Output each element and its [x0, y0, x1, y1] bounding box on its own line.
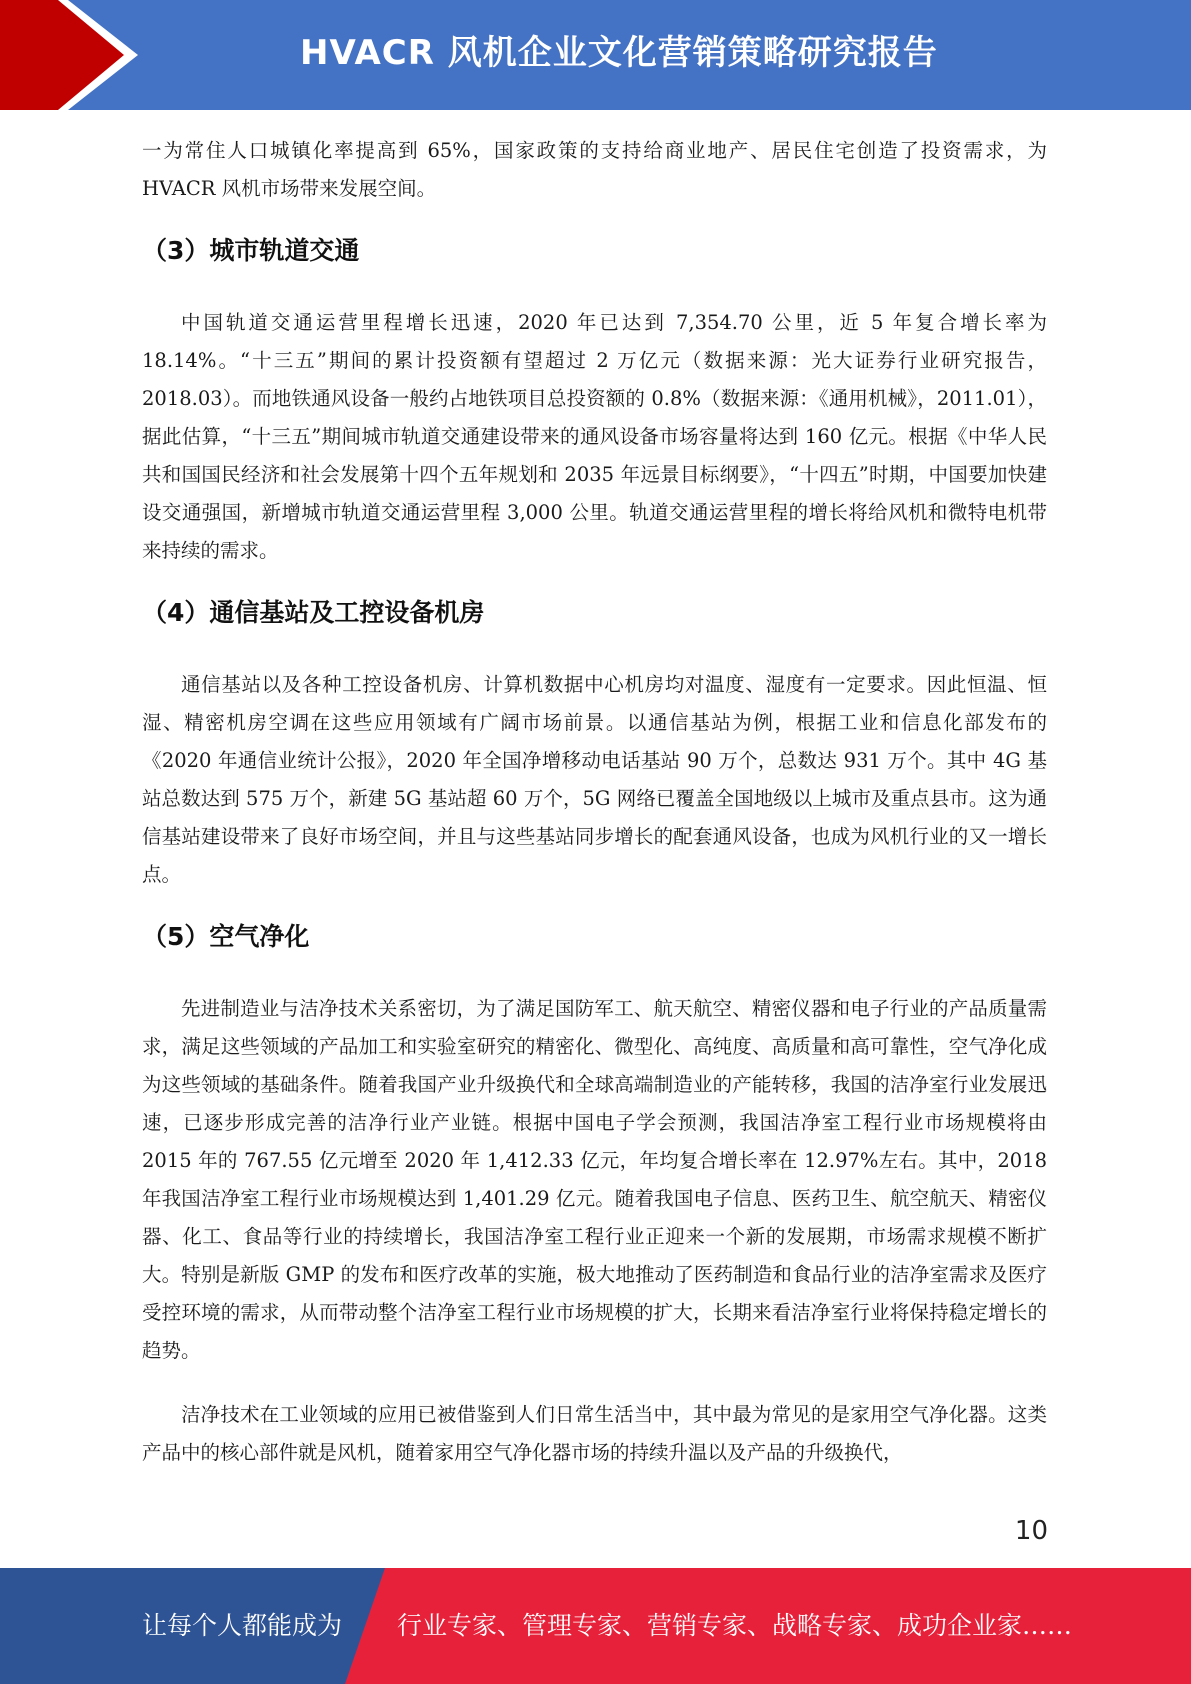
- page-content: [142, 132, 1047, 1472]
- header-arrow-decoration: [0, 0, 160, 110]
- paragraph-intro: 一为常住人口城镇化率提高到 65%，国家政策的支持给商业地产、居民住宅创造了投资需求，为 HVACR 风机市场带来发展空间。: [142, 139, 1047, 200]
- footer-slogan-left: 让每个人都能成为: [142, 1611, 343, 1640]
- section-heading-rail-transit: （3）城市轨道交通: [142, 236, 360, 265]
- section-heading-telecom-base-stations: （4）通信基站及工控设备机房: [142, 598, 485, 627]
- paragraph-air-purification-1: 先进制造业与洁净技术关系密切，为了满足国防军工、航天航空、精密仪器和电子行业的产品质量需求，满足这些领域的产品加工和实验室研究的精密化、微型化、高纯度、高质量和高可靠性，空气净化成为这些领域的基础条件。随着我国产业升级换代和全球高端制造业的产能转移，我国的洁净室行业发展迅速，已逐步形成完善的洁净行业产业链。根据中国电子学会预测，我国洁净室工程行业市场规模将由 2015 年的 767.55 亿元增至 2020 年 1,412.33 亿元，年均复合增长率在 12.97%左右。其中，2018 年我国洁净室工程行业市场规模达到 1,401.29 亿元。随着我国电子信息、医药卫生、航空航天、精密仪器、化工、食品等行业的持续增长，我国洁净室工程行业正迎来一个新的发展期，市场需求规模不断扩大。特别是新版 GMP 的发布和医疗改革的实施，极大地推动了医药制造和食品行业的洁净室需求及医疗受控环境的需求，从而带动整个洁净室工程行业市场规模的扩大，长期来看洁净室行业将保持稳定增长的趋势。: [142, 997, 1047, 1362]
- header-title: HVACR 风机企业文化营销策略研究报告: [300, 33, 938, 73]
- paragraph-rail-transit: 中国轨道交通运营里程增长迅速，2020 年已达到 7,354.70 公里，近 5 年复合增长率为 18.14%。“十三五”期间的累计投资额有望超过 2 万亿元（数据来源：光大证券行业研究报告，2018.03）。而地铁通风设备一般约占地铁项目总投资额的 0.8%（数据来源：《通用机械》，2011.01），据此估算，“十三五”期间城市轨道交通建设带来的通风设备市场容量将达到 160 亿元。根据《中华人民共和国国民经济和社会发展第十四个五年规划和 2035 年远景目标纲要》，“十四五”时期，中国要加快建设交通强国，新增城市轨道交通运营里程 3,000 公里。轨道交通运营里程的增长将给风机和微特电机带来持续的需求。: [142, 311, 1047, 562]
- paragraph-telecom-base-stations: 通信基站以及各种工控设备机房、计算机数据中心机房均对温度、湿度有一定要求。因此恒温、恒湿、精密机房空调在这些应用领域有广阔市场前景。以通信基站为例，根据工业和信息化部发布的《2020 年通信业统计公报》，2020 年全国净增移动电话基站 90 万个，总数达 931 万个。其中 4G 基站总数达到 575 万个，新建 5G 基站超 60 万个，5G 网络已覆盖全国地级以上城市及重点县市。这为通信基站建设带来了良好市场空间，并且与这些基站同步增长的配套通风设备，也成为风机行业的又一增长点。: [142, 673, 1047, 886]
- section-heading-air-purification: （5）空气净化: [142, 922, 310, 951]
- page-number: 10: [1014, 1516, 1048, 1546]
- paragraph-air-purification-2: 洁净技术在工业领域的应用已被借鉴到人们日常生活当中，其中最为常见的是家用空气净化器。这类产品中的核心部件就是风机，随着家用空气净化器市场的持续升温以及产品的升级换代，: [142, 1403, 1047, 1464]
- page-footer: [0, 1568, 1191, 1684]
- page-header: [0, 0, 1191, 110]
- footer-slogan-right: 行业专家、管理专家、营销专家、战略专家、成功企业家……: [397, 1611, 1073, 1640]
